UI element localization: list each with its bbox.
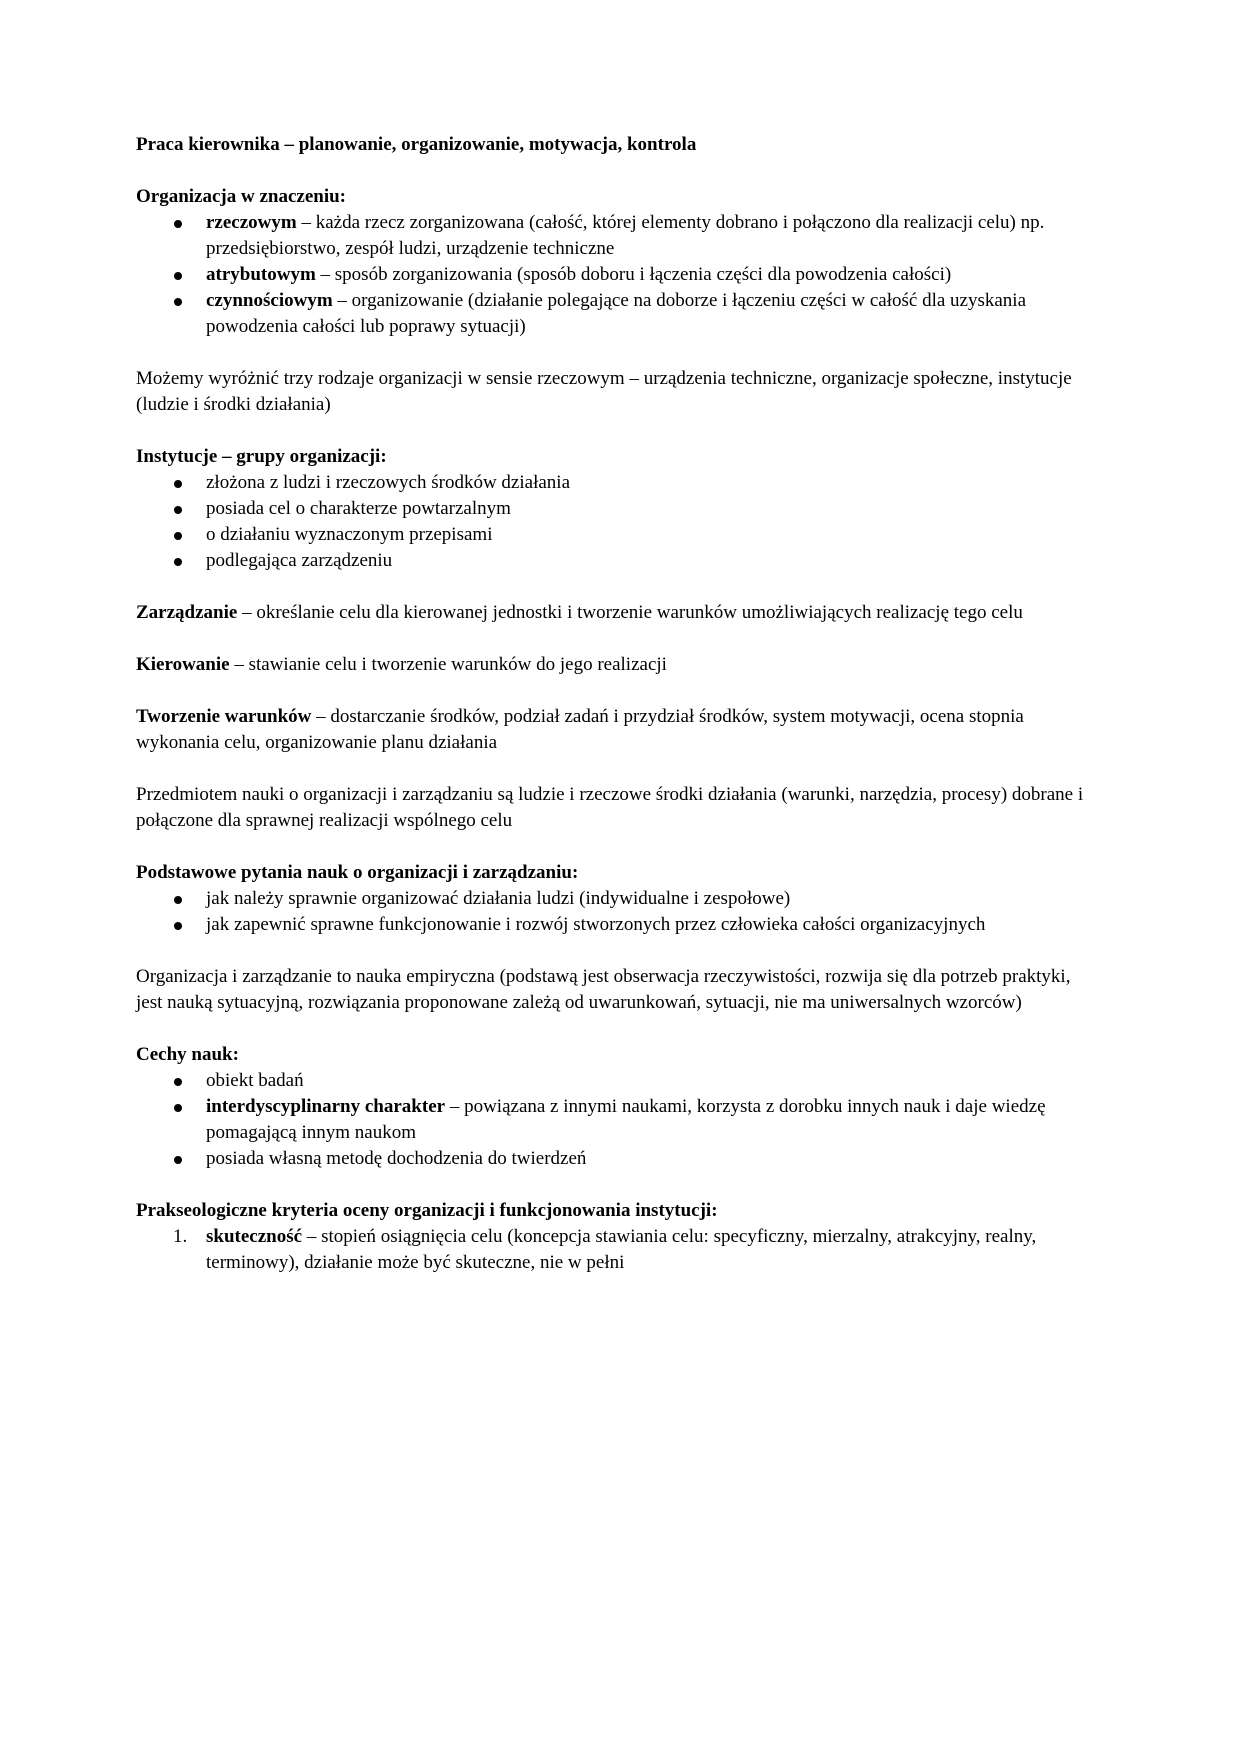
list-item [136,1068,1090,1094]
item-lead: skuteczność [206,1226,303,1247]
item-text: podlegająca zarządzeniu [206,550,393,571]
paragraph-zarzadzanie [136,600,1090,626]
section-heading: Podstawowe pytania nauk o organizacji i zarządzaniu: [136,862,579,883]
item-lead: atrybutowym [206,264,316,285]
item-number: 1. [173,1226,188,1247]
bullet-list [136,886,1090,938]
bullet-list [136,470,1090,574]
paragraph-rodzaje-organizacji: Możemy wyróżnić trzy rodzaje organizacji w sensie rzeczowym – urządzenia techniczne, organizacje społeczne, instytucje (ludzie i środki działania) [136,368,1072,415]
paragraph-nauka-empiryczna: Organizacja i zarządzanie to nauka empiryczna (podstawą jest obserwacja rzeczywistości, rozwija się dla potrzeb praktyki, jest nauką sytuacyjną, rozwiązania proponowane zależą od uwarunkowań, sytuacji, nie ma uniwersalnych wzorców) [136,966,1071,1013]
section-instytucje [136,444,1090,574]
list-item [136,1094,1090,1146]
list-item [136,522,1090,548]
item-text: posiada cel o charakterze powtarzalnym [206,498,511,519]
paragraph-tworzenie-warunkow [136,704,1090,756]
section-heading: Organizacja w znaczeniu: [136,186,347,207]
list-item [136,262,1090,288]
paragraph-lead: Kierowanie [136,654,230,675]
paragraph-przedmiot-nauki: Przedmiotem nauki o organizacji i zarządzaniu są ludzie i rzeczowe środki działania (warunki, narzędzia, procesy) dobrane i połączone dla sprawnej realizacji wspólnego celu [136,784,1084,831]
list-item [136,1146,1090,1172]
list-item [136,470,1090,496]
numbered-list [136,1224,1090,1276]
paragraph-text: – dostarczanie środków, podział zadań i przydział środków, system motywacji, ocena stopnia wykonania celu, organizowanie planu działania [136,706,1024,753]
item-lead: rzeczowym [206,212,297,233]
section-organizacja-w-znaczeniu [136,184,1090,340]
section-podstawowe-pytania [136,860,1090,938]
list-item [136,548,1090,574]
item-text: – każda rzecz zorganizowana (całość, której elementy dobrano i połączono dla realizacji celu) np. przedsiębiorstwo, zespół ludzi, urządzenie techniczne [206,212,1045,259]
section-heading: Prakseologiczne kryteria oceny organizacji i funkcjonowania instytucji: [136,1200,718,1221]
numbered-list-item [136,1224,1090,1276]
item-text: – stopień osiągnięcia celu (koncepcja stawiania celu: specyficzny, mierzalny, atrakcyjny, realny, terminowy), działanie może być skuteczne, nie w pełni [206,1226,1037,1273]
item-text: obiekt badań [206,1070,304,1091]
paragraph-text: – stawianie celu i tworzenie warunków do jego realizacji [229,654,667,675]
item-text: – sposób zorganizowania (sposób doboru i łączenia części dla powodzenia całości) [315,264,952,285]
item-text: o działaniu wyznaczonym przepisami [206,524,493,545]
section-cechy-nauk [136,1042,1090,1172]
section-prakseologiczne-kryteria [136,1198,1090,1276]
paragraph-text: – określanie celu dla kierowanej jednostki i tworzenie warunków umożliwiających realizację tego celu [237,602,1023,623]
list-item [136,886,1090,912]
list-item [136,496,1090,522]
list-item [136,912,1090,938]
item-text: – powiązana z innymi naukami, korzysta z dorobku innych nauk i daje wiedzę pomagającą innym naukom [206,1096,1046,1143]
paragraph-lead: Tworzenie warunków [136,706,312,727]
item-text: złożona z ludzi i rzeczowych środków działania [206,472,571,493]
item-lead: czynnościowym [206,290,333,311]
item-text: jak zapewnić sprawne funkcjonowanie i rozwój stworzonych przez człowieka całości organizacyjnych [206,914,986,935]
paragraph-lead: Zarządzanie [136,602,238,623]
paragraph-kierowanie [136,652,1090,678]
list-item [136,288,1090,340]
bullet-list [136,210,1090,340]
section-heading: Instytucje – grupy organizacji: [136,446,387,467]
item-text: posiada własną metodę dochodzenia do twierdzeń [206,1148,587,1169]
bullet-list [136,1068,1090,1172]
item-text: jak należy sprawnie organizować działania ludzi (indywidualne i zespołowe) [206,888,791,909]
list-item [136,210,1090,262]
item-text: – organizowanie (działanie polegające na doborze i łączeniu części w całość dla uzyskania powodzenia całości lub poprawy sytuacji) [206,290,1026,337]
item-lead: interdyscyplinarny charakter [206,1096,446,1117]
document-title: Praca kierownika – planowanie, organizowanie, motywacja, kontrola [136,134,697,155]
section-heading: Cechy nauk: [136,1044,239,1065]
